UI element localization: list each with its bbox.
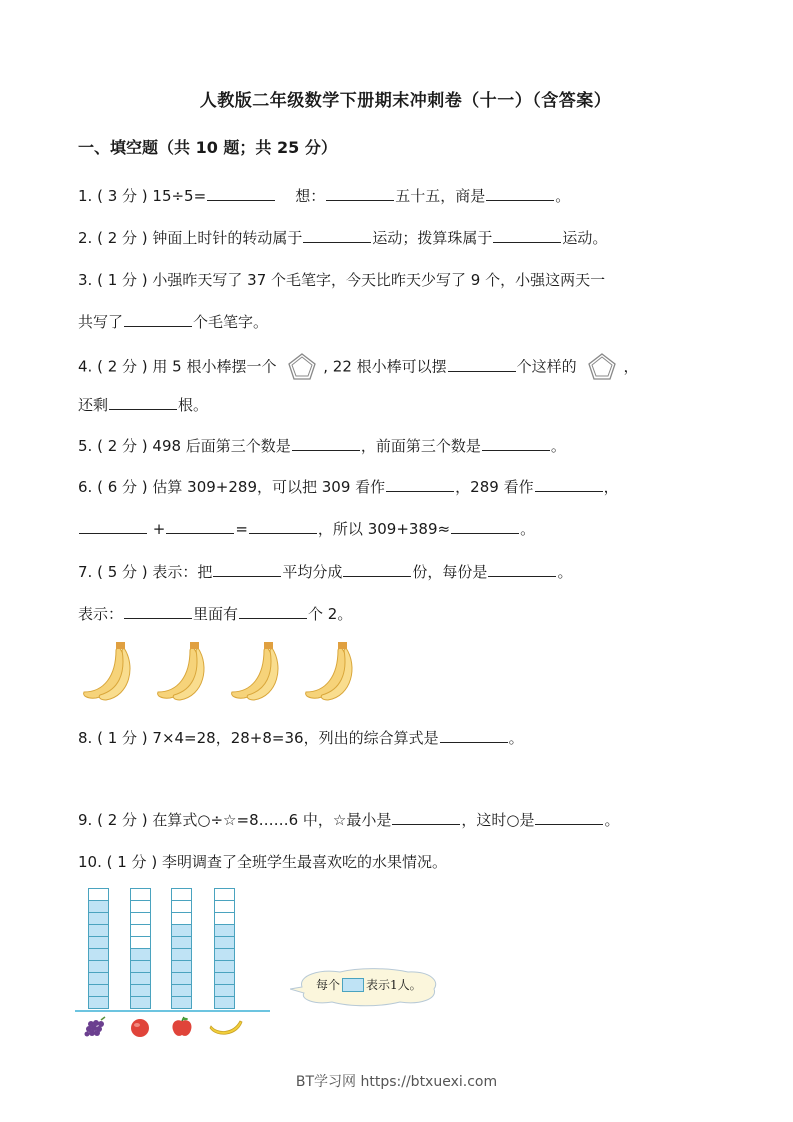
bar-cell <box>130 900 151 912</box>
banana-icon <box>226 640 282 702</box>
bar-cell <box>214 888 235 900</box>
answer-blank[interactable] <box>451 519 519 534</box>
bar-cell <box>88 948 109 960</box>
section-heading: 一、填空题（共 10 题；共 25 分） <box>78 138 337 157</box>
bar-cell <box>130 936 151 948</box>
bar-cell <box>88 960 109 972</box>
question-1: 1. ( 3 分 ) 15÷5= 想： 五十五，商是 。 <box>78 187 571 205</box>
bar-cell <box>130 972 151 984</box>
bar-cell <box>88 984 109 996</box>
bar-cell <box>88 900 109 912</box>
bar-cell <box>171 888 192 900</box>
question-6-line-2: + = ，所以 309+389≈ 。 <box>78 518 535 540</box>
answer-blank[interactable] <box>207 186 275 201</box>
bar-peach <box>130 888 151 1009</box>
question-10: 10. ( 1 分 ) 李明调查了全班学生最喜欢吃的水果情况。 <box>78 853 447 871</box>
answer-blank[interactable] <box>343 562 411 577</box>
answer-blank[interactable] <box>166 519 234 534</box>
x-axis <box>75 1010 270 1012</box>
footer-watermark: BT学习网 https://btxuexi.com <box>295 1074 498 1090</box>
bar-cell <box>214 948 235 960</box>
answer-blank[interactable] <box>239 604 307 619</box>
legend-text: 每个 表示1人。 <box>316 978 422 992</box>
bar-cell <box>171 924 192 936</box>
question-2: 2. ( 2 分 ) 钟面上时针的转动属于 运动；拨算珠属于 运动。 <box>78 229 608 247</box>
bar-cell <box>171 948 192 960</box>
question-5: 5. ( 2 分 ) 498 后面第三个数是 ，前面第三个数是 。 <box>78 437 566 455</box>
answer-blank[interactable] <box>124 312 192 327</box>
answer-blank[interactable] <box>249 519 317 534</box>
banana-icon <box>209 1016 243 1038</box>
bar-cell <box>88 972 109 984</box>
bar-cell <box>88 996 109 1009</box>
bar-cell <box>171 960 192 972</box>
bar-cell <box>88 924 109 936</box>
banana-icon <box>152 640 208 702</box>
question-4-line-2: 还剩 根。 <box>78 396 209 414</box>
question-4: 4. ( 2 分 ) 用 5 根小棒摆一个 , 22 根小棒可以摆 个这样的 ， <box>78 352 638 382</box>
question-8: 8. ( 1 分 ) 7×4=28，28+8=36，列出的综合算式是 。 <box>78 729 524 747</box>
page-title: 人教版二年级数学下册期末冲刺卷（十一）（含答案） <box>199 91 612 111</box>
bar-grape <box>88 888 109 1009</box>
bar-cell <box>130 888 151 900</box>
legend-cell-swatch <box>342 978 364 992</box>
answer-blank[interactable] <box>292 436 360 451</box>
question-7-line-2: 表示： 里面有 个 2。 <box>78 605 353 623</box>
bar-cell <box>171 984 192 996</box>
bar-cell <box>214 996 235 1009</box>
bar-cell <box>171 936 192 948</box>
bar-cell <box>214 960 235 972</box>
bar-cell <box>171 972 192 984</box>
banana-group <box>78 640 356 702</box>
answer-blank[interactable] <box>482 436 550 451</box>
bar-cell <box>171 912 192 924</box>
bar-apple <box>171 888 192 1009</box>
bar-cell <box>214 972 235 984</box>
bar-cell <box>130 924 151 936</box>
bar-cell <box>171 900 192 912</box>
answer-blank[interactable] <box>486 186 554 201</box>
answer-blank[interactable] <box>535 477 603 492</box>
bar-cell <box>171 996 192 1009</box>
bar-cell <box>214 936 235 948</box>
answer-blank[interactable] <box>386 477 454 492</box>
answer-blank[interactable] <box>303 228 371 243</box>
answer-blank[interactable] <box>213 562 281 577</box>
question-3: 3. ( 1 分 ) 小强昨天写了 37 个毛笔字，今天比昨天少写了 9 个，小强这两天一 <box>78 271 606 289</box>
question-6: 6. ( 6 分 ) 估算 309+289，可以把 309 看作 ，289 看作 ， <box>78 478 619 496</box>
bar-cell <box>130 984 151 996</box>
pentagon-icon <box>287 352 317 382</box>
answer-blank[interactable] <box>448 357 516 372</box>
bar-cell <box>214 924 235 936</box>
question-9: 9. ( 2 分 ) 在算式○÷☆=8……6 中，☆最小是 ，这时○是 。 <box>78 811 620 829</box>
pentagon-icon <box>587 352 617 382</box>
answer-blank[interactable] <box>440 728 508 743</box>
banana-icon <box>300 640 356 702</box>
bar-cell <box>88 936 109 948</box>
bar-cell <box>130 912 151 924</box>
fruit-bar-chart <box>75 888 270 1048</box>
bar-cell <box>130 960 151 972</box>
answer-blank[interactable] <box>326 186 394 201</box>
apple-icon <box>169 1016 195 1038</box>
peach-icon <box>127 1016 153 1038</box>
bar-cell <box>214 984 235 996</box>
bar-cell <box>130 948 151 960</box>
question-3-line-2: 共写了 个毛笔字。 <box>78 313 269 331</box>
bar-cell <box>88 912 109 924</box>
bar-banana <box>214 888 235 1009</box>
answer-blank[interactable] <box>535 810 603 825</box>
answer-blank[interactable] <box>493 228 561 243</box>
grape-icon <box>83 1016 109 1038</box>
bar-cell <box>214 912 235 924</box>
answer-blank[interactable] <box>488 562 556 577</box>
answer-blank[interactable] <box>109 395 177 410</box>
bar-cell <box>214 900 235 912</box>
answer-blank[interactable] <box>79 519 147 534</box>
bar-cell <box>130 996 151 1009</box>
answer-blank[interactable] <box>124 604 192 619</box>
answer-blank[interactable] <box>392 810 460 825</box>
bar-cell <box>88 888 109 900</box>
banana-icon <box>78 640 134 702</box>
question-7: 7. ( 5 分 ) 表示：把 平均分成 份，每份是 。 <box>78 563 573 581</box>
